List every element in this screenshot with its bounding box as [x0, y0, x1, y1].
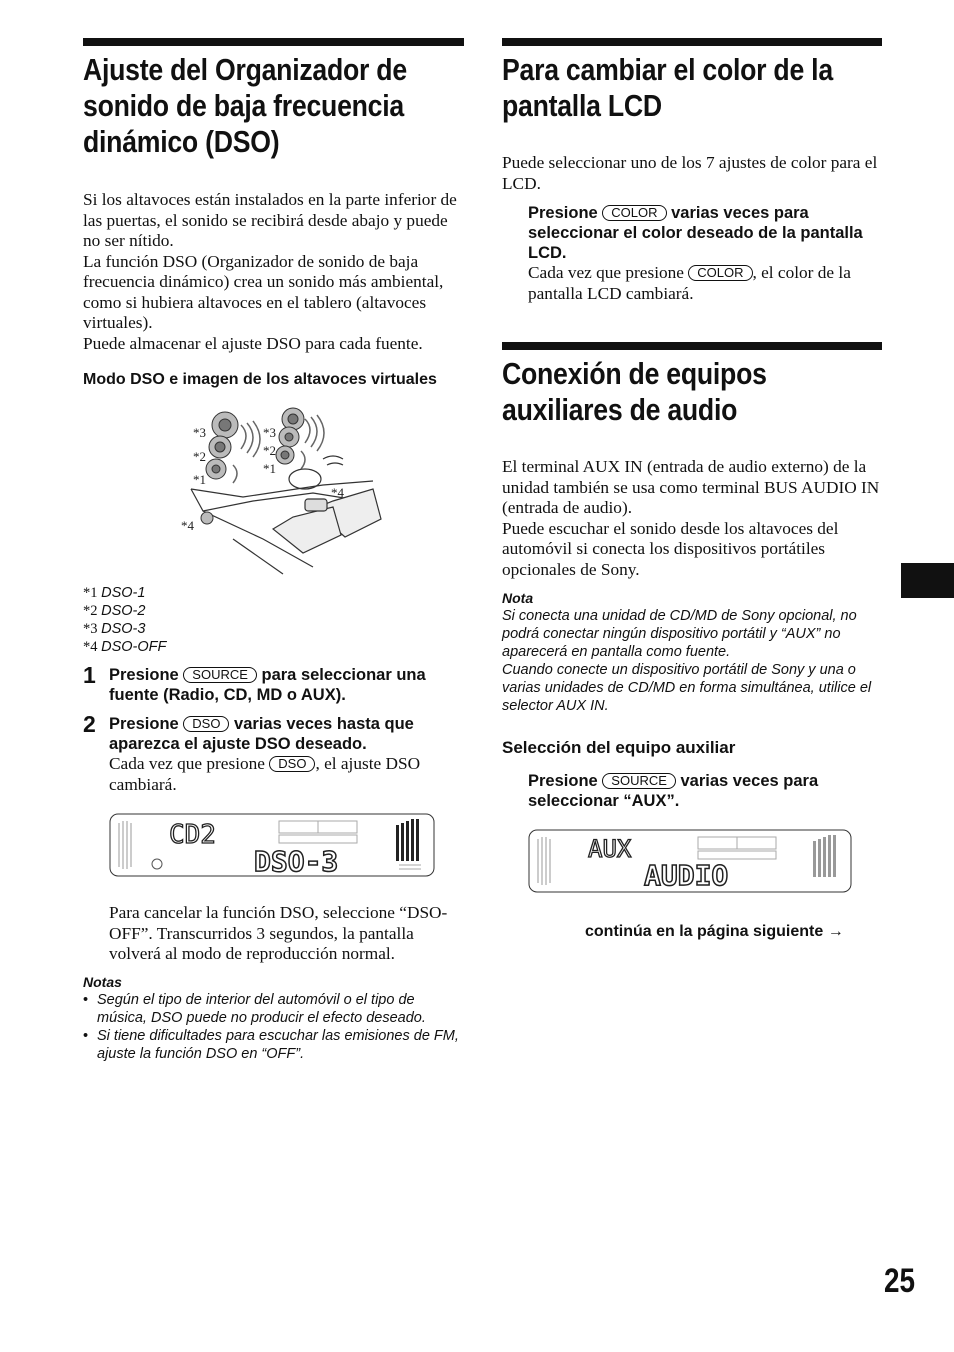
- dso-step-1: 1 Presione SOURCE para seleccionar una fuente (Radio, CD, MD o AUX).: [83, 662, 426, 704]
- color-section-header: [502, 38, 882, 124]
- dso-column: [83, 38, 464, 1063]
- chapter-edge-tab: [901, 563, 954, 598]
- dso-figure-heading: Modo DSO e imagen de los altavoces virtuales: [83, 371, 437, 388]
- lcd-line-2: AUDIO: [644, 859, 729, 892]
- step-number: 2: [83, 711, 96, 737]
- aux-note-1: Si conecta una unidad de CD/MD de Sony opcional, no podrá conectar ningún dispositivo portátil y “AUX” no aparecerá en pantalla como fuente.: [502, 608, 857, 660]
- label-left-3: *3: [193, 425, 206, 440]
- legend-item: *3 DSO-3: [83, 621, 146, 637]
- color-section-title: Para cambiar el color de la pantalla LCD: [502, 52, 833, 123]
- label-left-1: *1: [193, 472, 206, 487]
- aux-sub-heading: Selección del equipo auxiliar: [502, 738, 736, 757]
- door-speaker-icon: [201, 512, 213, 524]
- aux-note-2: Cuando conecte un dispositivo portátil de Sony y una o varias unidades de CD/MD en forma simultánea, utilice el selector AUX IN.: [502, 662, 872, 714]
- aux-section-header: [502, 342, 882, 428]
- color-intro: Puede seleccionar uno de los 7 ajustes de color para el LCD.: [502, 153, 878, 193]
- lcd-line-1: CD2: [169, 820, 216, 850]
- label-left-4: *4: [181, 518, 194, 533]
- color-button-label: COLOR: [688, 265, 752, 281]
- label-right-2: *2: [263, 443, 276, 458]
- dso-intro-2: La función DSO (Organizador de sonido de baja frecuencia dinámico) crea un sonido más ambiental, como si hubiera altavoces en el tablero (altavoces virtuales).: [83, 251, 444, 332]
- right-speaker-stack-icon: [276, 408, 304, 464]
- legend-item: *1 DSO-1: [83, 585, 146, 601]
- left-speaker-stack-icon: [206, 412, 238, 479]
- source-button-label: SOURCE: [183, 667, 257, 683]
- label-left-2: *2: [193, 449, 206, 464]
- lcd-display-aux: [528, 829, 852, 893]
- color-button-label: COLOR: [602, 205, 666, 221]
- dso-section-header: [83, 38, 464, 160]
- continue-text: continúa en la página siguiente →: [585, 923, 844, 940]
- aux-intro-2: Puede escuchar el sonido desde los altavoces del automóvil si conecta los dispositivos portátiles opcionales de Sony.: [502, 518, 839, 579]
- aux-section-title: Conexión de equipos auxiliares de audio: [502, 356, 767, 427]
- legend-item: *2 DSO-2: [83, 603, 146, 619]
- dso-intro-3: Puede almacenar el ajuste DSO para cada fuente.: [83, 333, 423, 353]
- color-aux-column: [502, 38, 882, 893]
- label-right-4: *4: [331, 485, 344, 500]
- aux-step: Presione SOURCE varias veces para seleccionar “AUX”. AUX AUDIO: [502, 771, 882, 893]
- step-number: 1: [83, 662, 96, 688]
- dso-note-item: • Según el tipo de interior del automóvil o el tipo de música, DSO puede no producir el efecto deseado.: [83, 991, 426, 1026]
- color-step: Presione COLOR varias veces para seleccionar el color deseado de la pantalla LCD. Cada vez que presione COLOR , el color de la pantalla LCD cambiará.: [528, 204, 863, 303]
- dso-cancel-text: Para cancelar la función DSO, seleccione “DSO-OFF”. Transcurridos 3 segundos, la pantalla volverá al modo de reproducción normal.: [109, 903, 448, 963]
- label-right-3: *3: [263, 425, 276, 440]
- lcd-line-1: AUX: [588, 835, 632, 863]
- dso-notes-title: Notas: [83, 973, 122, 990]
- label-right-1: *1: [263, 461, 276, 476]
- lcd-display-dso: [109, 813, 435, 877]
- aux-intro-1: El terminal AUX IN (entrada de audio externo) de la unidad también se usa como terminal BUS AUDIO IN (entrada de audio).: [502, 457, 880, 517]
- aux-note-title: Nota: [502, 590, 534, 606]
- dso-speaker-illustration: [83, 389, 464, 584]
- lcd-line-2: DSO-3: [254, 845, 339, 877]
- dso-step-2: 2 Presione DSO varias veces hasta que aparezca el ajuste DSO deseado. Cada vez que presione DSO , el ajuste DSO cambiará. CD2 DSO-3 Para cancelar la función DSO, seleccione “DSO-OFF”. Transcurridos 3 segundos, la pantalla volverá al modo de reproducción normal.: [83, 714, 464, 965]
- dso-button-label: DSO: [183, 716, 229, 732]
- dso-legend: [83, 584, 464, 656]
- page-number: 25: [884, 1262, 916, 1300]
- dso-section-title: Ajuste del Organizador de sonido de baja frecuencia dinámico (DSO): [83, 52, 407, 159]
- dso-button-label: DSO: [269, 756, 315, 772]
- source-button-label: SOURCE: [602, 773, 676, 789]
- dso-intro-1: Si los altavoces están instalados en la parte inferior de las puertas, el sonido se recibirá desde abajo y puede no ser nítido.: [83, 190, 457, 250]
- legend-item: *4 DSO-OFF: [83, 639, 167, 655]
- dso-note-item: • Si tiene dificultades para escuchar las emisiones de FM, ajuste la función DSO en “OFF”.: [83, 1027, 459, 1062]
